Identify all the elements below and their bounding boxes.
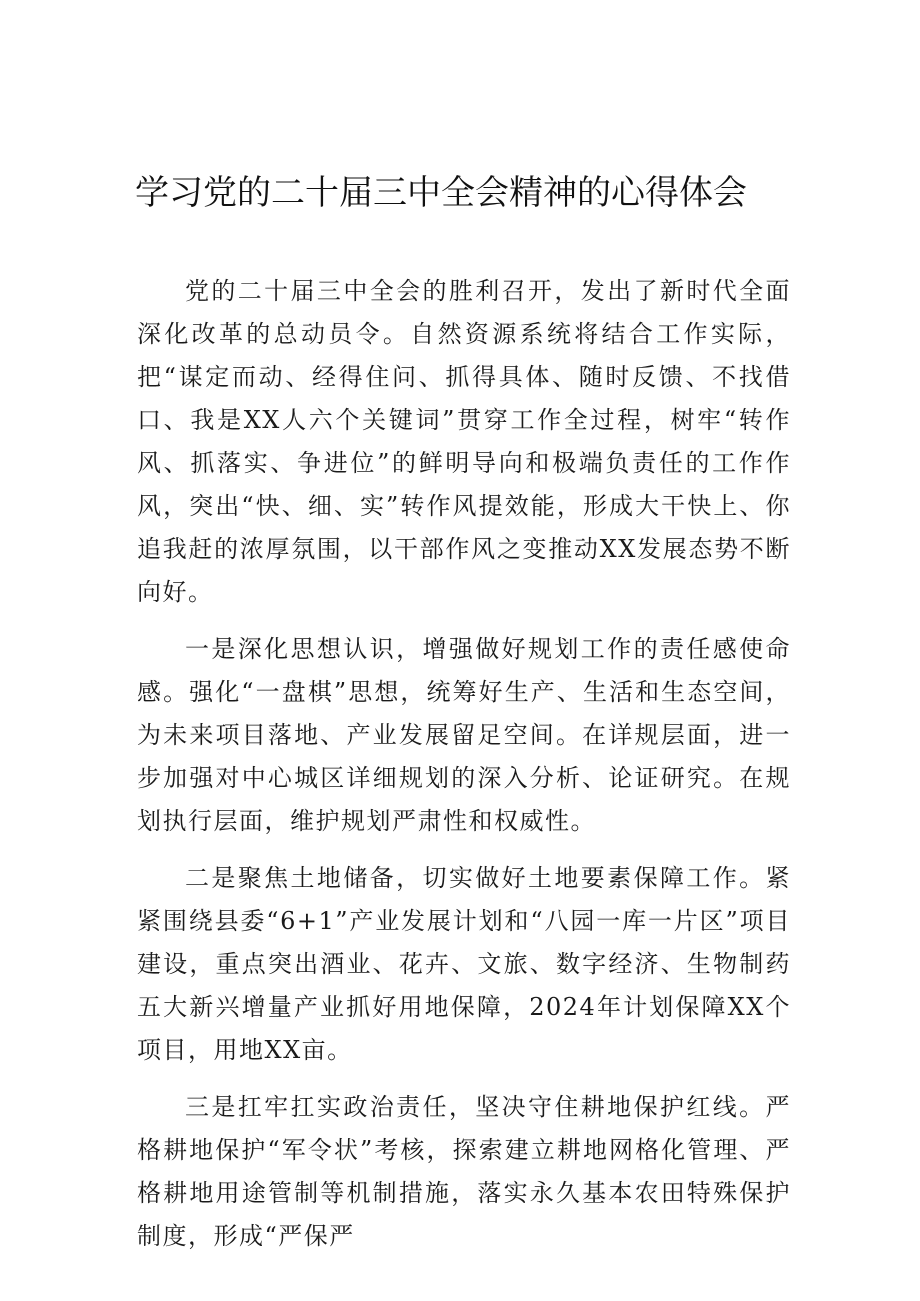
paragraph-point-1: 一是深化思想认识，增强做好规划工作的责任感使命感。强化“一盘棋”思想，统筹好生产、生活和生态空间，为未来项目落地、产业发展留足空间。在详规层面，进一步加强对中心城区详细规划的深入分析、论证研究。在规划执行层面，维护规划严肃性和权威性。	[137, 635, 791, 835]
document-body	[137, 270, 791, 1272]
paragraph-point-3: 三是扛牢扛实政治责任，坚决守住耕地保护红线。严格耕地保护“军令状”考核，探索建立耕地网格化管理、严格耕地用途管制等机制措施，落实永久基本农田特殊保护制度，形成“严保严	[137, 1093, 791, 1250]
document-title: 学习党的二十届三中全会精神的心得体会	[135, 173, 747, 213]
paragraph-intro: 党的二十届三中全会的胜利召开，发出了新时代全面深化改革的总动员令。自然资源系统将结合工作实际，把“谋定而动、经得住问、抓得具体、随时反馈、不找借口、我是XX人六个关键词”贯穿工作全过程，树牢“转作风、抓落实、争进位”的鲜明导向和极端负责任的工作作风，突出“快、细、实”转作风提效能，形成大干快上、你追我赶的浓厚氛围，以干部作风之变推动XX发展态势不断向好。	[137, 277, 791, 606]
paragraph-point-2: 二是聚焦土地储备，切实做好土地要素保障工作。紧紧围绕县委“6+1”产业发展计划和“八园一库一片区”项目建设，重点突出酒业、花卉、文旅、数字经济、生物制药五大新兴增量产业抓好用地保障，2024年计划保障XX个项目，用地XX亩。	[137, 864, 791, 1064]
